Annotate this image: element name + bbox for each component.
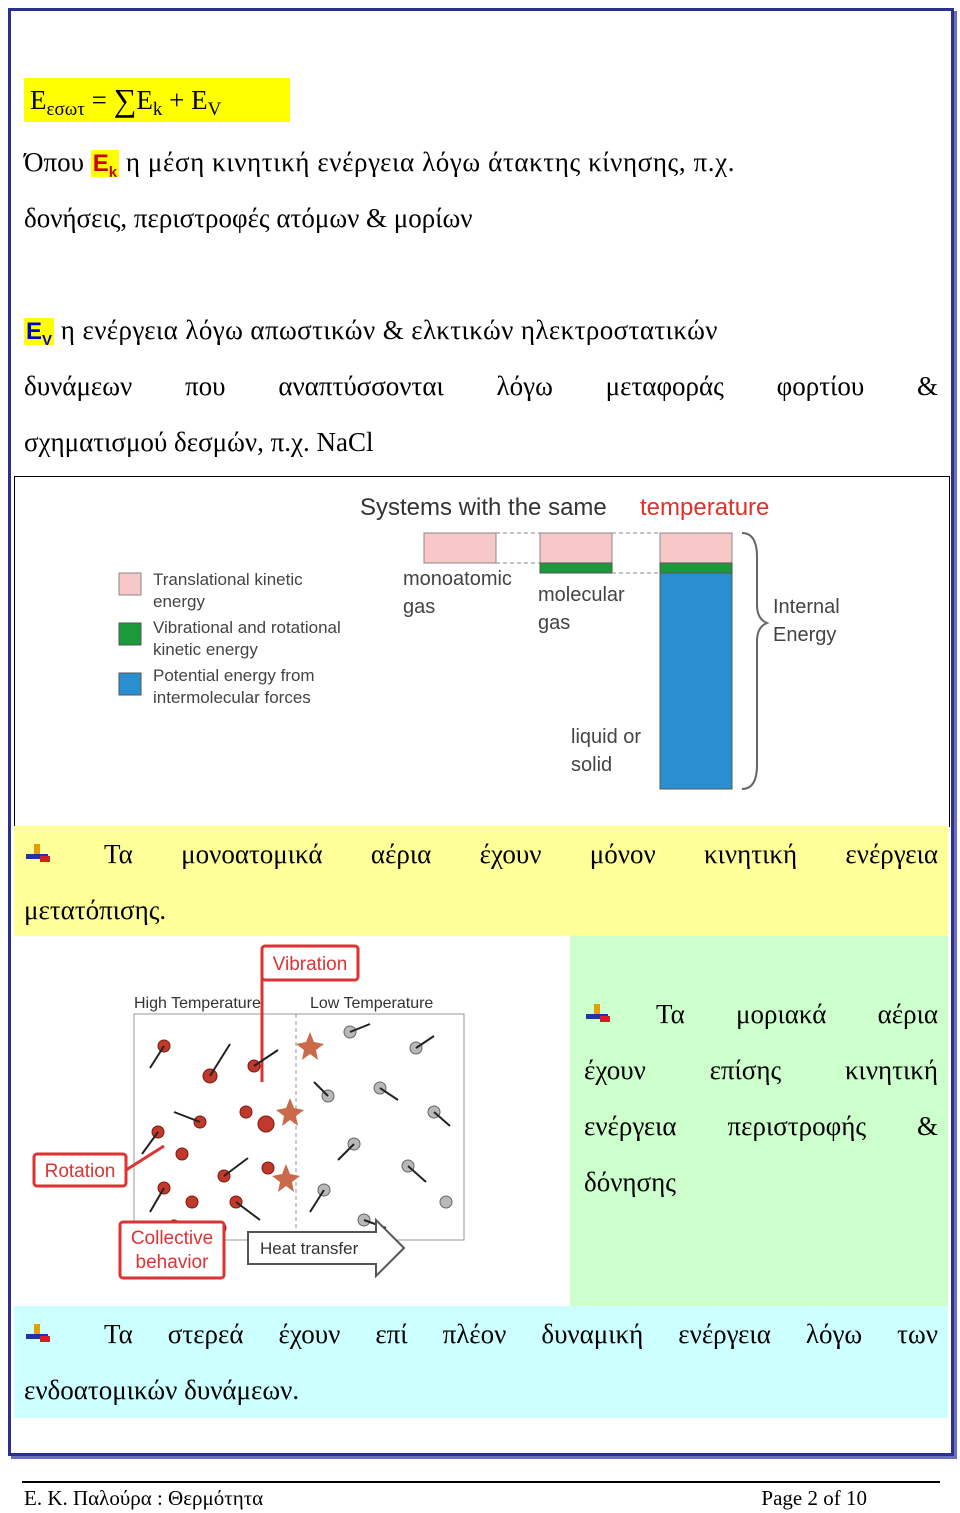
heat-transfer-label: Heat transfer bbox=[260, 1239, 359, 1258]
label-internal-2: Energy bbox=[773, 624, 837, 646]
label-solid-2: solid bbox=[571, 754, 613, 776]
bullet-molecular-section bbox=[570, 936, 948, 1306]
bullet1-line1: Τα μονοατομικά αέρια έχουν μόνον κινητική ενέργεια bbox=[104, 839, 938, 869]
label-solid-1: liquid or bbox=[571, 726, 642, 748]
internal-energy-brace bbox=[742, 533, 767, 789]
low-temp-label: Low Temperature bbox=[310, 995, 434, 1012]
bar-molecular-translational bbox=[540, 533, 612, 563]
label-monoatomic-1: monoatomic bbox=[403, 568, 512, 590]
bullet2-line4: δόνησης bbox=[584, 1167, 676, 1197]
ek-definition-line2: δονήσεις, περιστροφές ατόμων & μορίων bbox=[24, 203, 473, 233]
internal-energy-formula: $E_{\varepsilon\sigma\omega\tau} = \sum E_k + E_V$ bbox=[24, 78, 290, 122]
collective-label-1: Collective bbox=[130, 1228, 214, 1249]
bullet-solid-section bbox=[14, 1306, 948, 1418]
bullet2-line1: Τα μοριακά αέρια bbox=[656, 999, 938, 1029]
bullet-monoatomic-section bbox=[14, 826, 948, 936]
bar-molecular-vibrational bbox=[540, 563, 612, 573]
internal-energy-figure bbox=[14, 476, 950, 827]
rotation-label: Rotation bbox=[44, 1161, 116, 1182]
label-internal-1: Internal bbox=[773, 596, 840, 618]
vibration-label: Vibration bbox=[272, 954, 348, 975]
bullet-icon bbox=[24, 1322, 52, 1346]
figure-title-accent: temperature bbox=[640, 494, 770, 521]
bullet2-line2: έχουν επίσης κινητική bbox=[584, 1055, 938, 1085]
figure-title: Systems with the same bbox=[360, 494, 607, 521]
bullet2-line3: ενέργεια περιστροφής & bbox=[584, 1111, 938, 1141]
legend-vibrational-1: Vibrational and rotational bbox=[153, 618, 341, 637]
ek-definition-line1: Όπου $E_k$ η μέση κινητική ενέργεια λόγω άτακτης κίνησης, π.χ. bbox=[24, 147, 736, 181]
ev-definition-line3: σχηματισμού δεσμών, π.χ. NaCl bbox=[24, 427, 374, 457]
legend-swatch-vibrational bbox=[119, 623, 141, 645]
ev-definition-line1: $E_V$ η ενέργεια λόγω απωστικών & ελκτικών ηλεκτροστατικών bbox=[26, 315, 718, 349]
legend-swatch-translational bbox=[119, 573, 141, 595]
collective-label-2: behavior bbox=[135, 1252, 209, 1273]
bullet-icon bbox=[584, 1002, 612, 1026]
legend-potential-1: Potential energy from bbox=[153, 666, 315, 685]
footer-author: Ε. Κ. Παλούρα : Θερμότητα bbox=[24, 1486, 264, 1510]
bar-solid-potential bbox=[660, 573, 732, 789]
ev-definition-line2: δυνάμεων που αναπτύσσονται λόγω μεταφοράς φορτίου & bbox=[24, 371, 938, 401]
bar-solid-translational bbox=[660, 533, 732, 563]
molecular-motion-diagram bbox=[14, 936, 570, 1306]
legend-vibrational-2: kinetic energy bbox=[153, 640, 258, 659]
internal-energy-diagram bbox=[15, 477, 949, 827]
label-molecular-1: molecular bbox=[538, 584, 625, 606]
high-temp-label: High Temperature bbox=[134, 995, 261, 1012]
legend-translational-2: energy bbox=[153, 592, 205, 611]
bullet-icon bbox=[24, 842, 52, 866]
ev-symbol: $E_V$ bbox=[26, 318, 53, 349]
bullet3-line2: ενδοατομικών δυνάμεων. bbox=[24, 1375, 300, 1405]
ek-symbol: $E_k$ bbox=[92, 150, 118, 181]
bar-solid-vibrational bbox=[660, 563, 732, 573]
bullet3-line1: Τα στερεά έχουν επί πλέον δυναμική ενέργεια λόγω των bbox=[104, 1319, 938, 1349]
label-molecular-2: gas bbox=[538, 612, 571, 634]
legend-translational-1: Translational kinetic bbox=[153, 570, 303, 589]
legend-swatch-potential bbox=[119, 673, 141, 695]
footer-page-number: Page 2 of 10 bbox=[761, 1486, 867, 1510]
bar-monoatomic-translational bbox=[424, 533, 496, 563]
bullet1-line2: μετατόπισης. bbox=[24, 895, 167, 925]
legend-potential-2: intermolecular forces bbox=[153, 688, 311, 707]
label-monoatomic-2: gas bbox=[403, 596, 436, 618]
footer-rule bbox=[22, 1481, 940, 1483]
molecular-motion-figure bbox=[14, 936, 570, 1306]
